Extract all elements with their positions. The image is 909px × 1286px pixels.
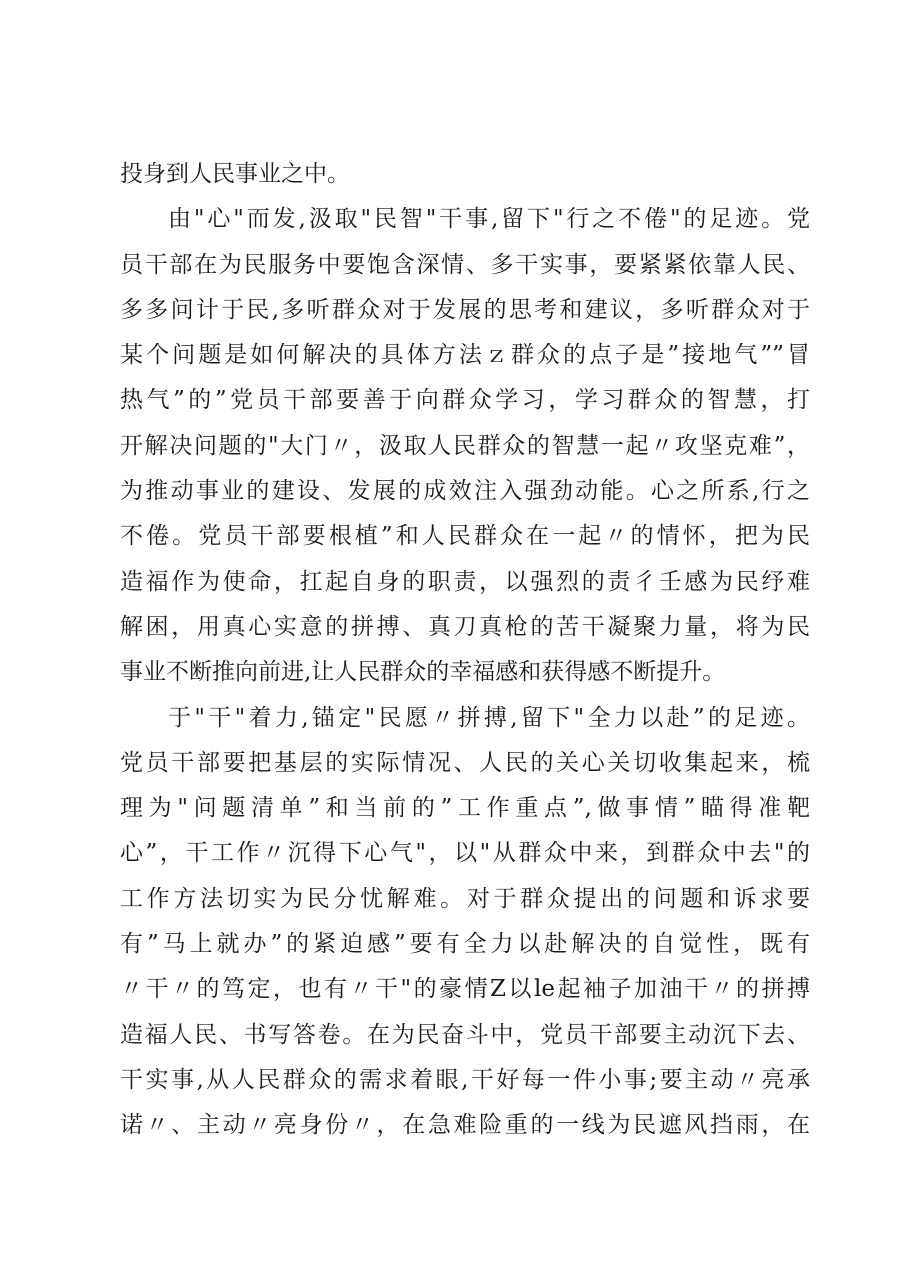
text-line: 员干部在为民服务中要饱含深情、多干实事，要紧紧依靠人民、 <box>120 251 810 278</box>
paragraph-start-line: 于"干"着力,锚定"民愿〃拼搏,留下"全力以赴”的足迹。 <box>168 704 810 731</box>
text-line: 为推动事业的建设、发展的成效注入强劲动能。心之所系,行之 <box>120 478 810 505</box>
text-line: 党员干部要把基层的实际情况、人民的关心关切收集起来，梳 <box>120 749 810 776</box>
text-line: 事业不断推向前进,让人民群众的幸福感和获得感不断提升。 <box>120 659 726 686</box>
text-line: 投身到人民事业之中。 <box>120 161 350 187</box>
text-line: 诺〃、主动〃亮身份〃，在急难险重的一线为民遮风挡雨，在 <box>120 1112 810 1139</box>
text-line: 某个问题是如何解决的具体方法ｚ群众的点子是”接地气””冒 <box>120 342 810 369</box>
paragraph-start-line: 由"心"而发,汲取"民智"干事,留下"行之不倦"的足迹。党 <box>168 206 810 233</box>
text-line: 造福作为使命，扛起自身的职责，以强烈的责彳壬感为民纾难 <box>120 568 810 595</box>
document-body <box>120 152 810 1149</box>
text-line: 心”，干工作〃沉得下心气"，以"从群众中来，到群众中去"的 <box>120 840 810 867</box>
text-line: 干实事,从人民群众的需求着眼,干好每一件小事;要主动〃亮承 <box>120 1066 810 1093</box>
text-line: 〃干〃的笃定，也有〃干"的豪情Z以le起袖子加油干〃的拼搏 <box>120 976 810 1003</box>
text-line: 不倦。党员干部要根植”和人民群众在一起〃的情怀，把为民 <box>120 523 810 550</box>
text-line: 有”马上就办”的紧迫感”要有全力以赴解决的自觉性，既有 <box>120 931 810 958</box>
text-line: 工作方法切实为民分忧解难。对于群众提出的问题和诉求要 <box>120 885 810 912</box>
text-line: 造福人民、书写答卷。在为民奋斗中，党员干部要主动沉下去、 <box>120 1021 810 1048</box>
text-line: 热气”的”党员干部要善于向群众学习，学习群众的智慧，打 <box>120 387 810 414</box>
text-line: 解困，用真心实意的拼搏、真刀真枪的苦干凝聚力量，将为民 <box>120 613 810 640</box>
text-line: 多多问计于民,多听群众对于发展的思考和建议，多听群众对于 <box>120 296 810 323</box>
text-line: 理为"问题清单”和当前的”工作重点”,做事情”瞄得准靶 <box>120 795 810 822</box>
text-line: 开解决问题的"大门〃，汲取人民群众的智慧一起〃攻坚克难”， <box>120 432 810 459</box>
